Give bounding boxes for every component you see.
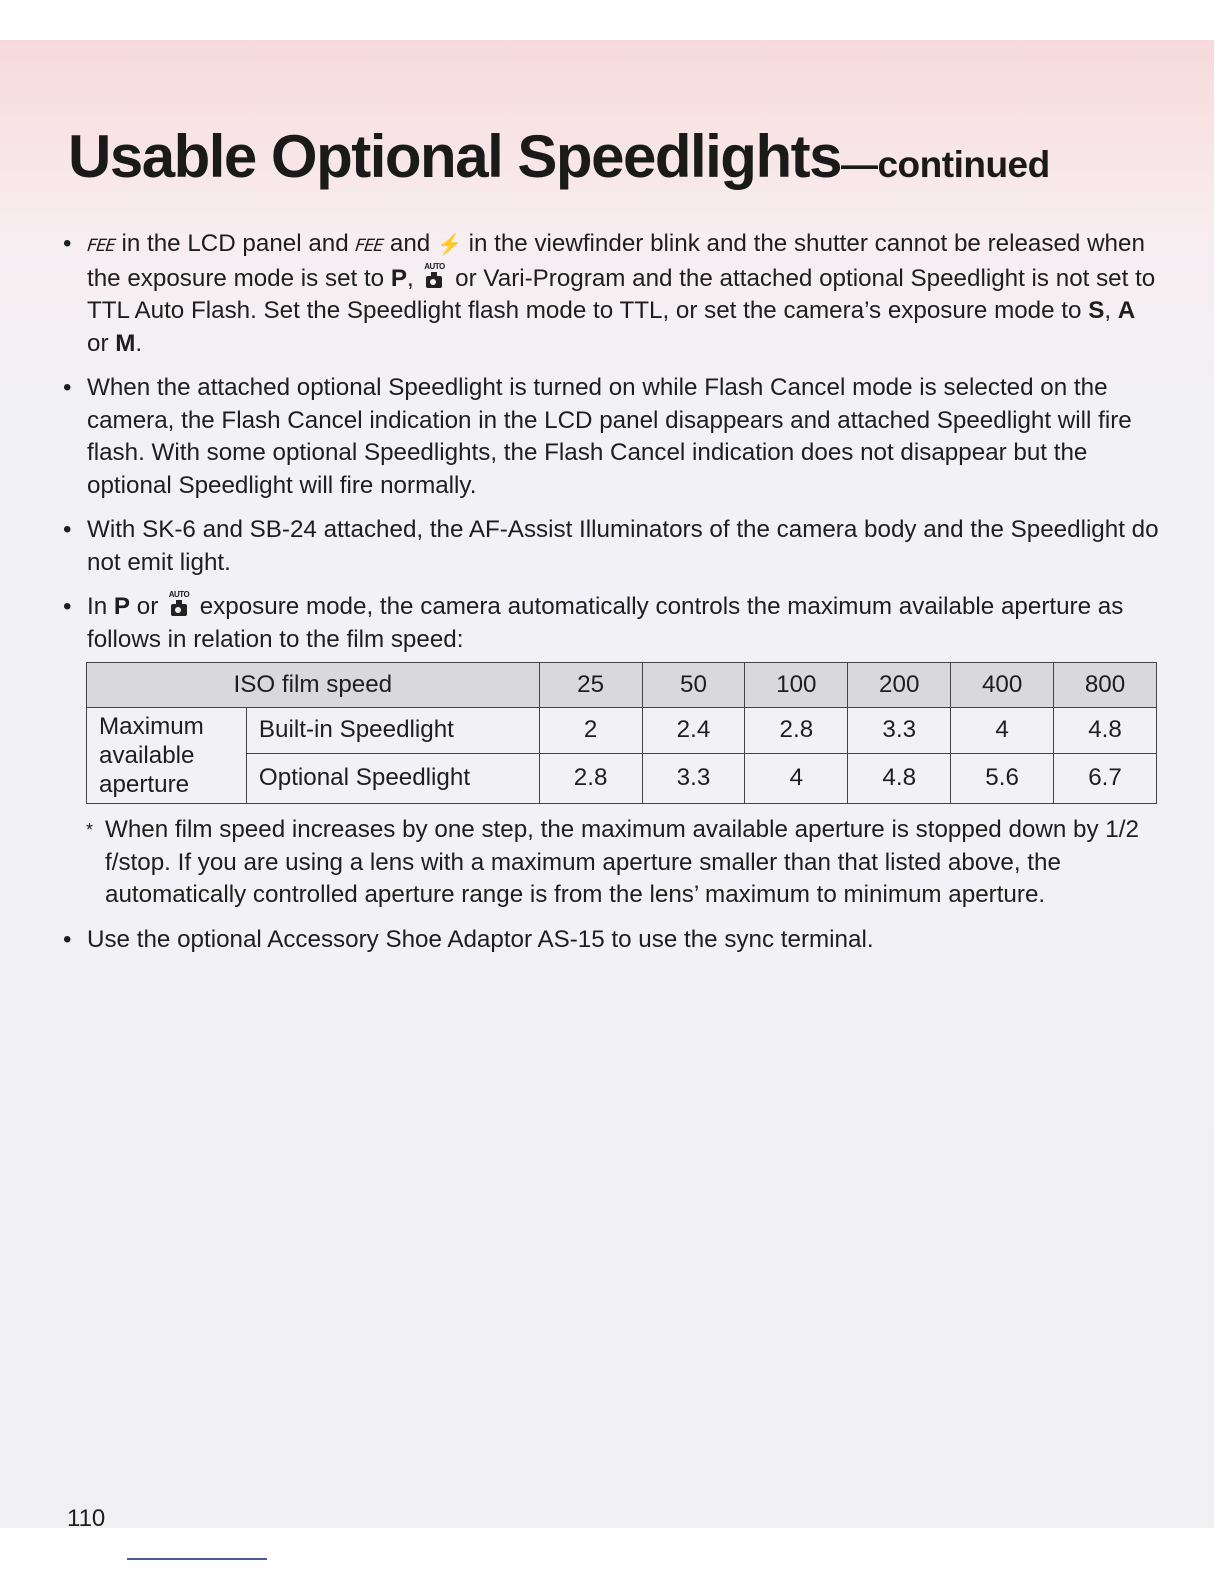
table-cell: 5.6 xyxy=(951,754,1054,804)
mode-s: S xyxy=(1088,297,1105,324)
bullet-sync-terminal xyxy=(62,924,1162,957)
bullet-text: Use the optional Accessory Shoe Adaptor AS-15 to use the sync terminal. xyxy=(87,925,874,953)
bottom-rule xyxy=(127,1558,267,1560)
auto-mode-icon xyxy=(422,263,446,289)
text-run: or Vari-Program and the attached optional Speedlight is not set to TTL Auto Flash. Set the Speedlight flash mode to TTL, or set the camera’s exposure mode to xyxy=(87,264,1156,324)
table-cell: 4 xyxy=(951,708,1054,754)
speed-header: 400 xyxy=(951,663,1054,708)
table-row xyxy=(87,708,1157,754)
bullet-fee-warning xyxy=(62,228,1162,360)
table-cell: 6.7 xyxy=(1054,754,1157,804)
flash-ready-icon: ⚡ xyxy=(436,234,462,256)
page-title xyxy=(68,122,1050,191)
body-content xyxy=(62,228,1162,968)
bullet-aperture-control xyxy=(62,591,1162,656)
row-group-label-line: Maximum xyxy=(99,713,204,740)
speed-header: 800 xyxy=(1054,663,1157,708)
table-cell: 4.8 xyxy=(1054,708,1157,754)
title-main: Usable Optional Speedlights xyxy=(68,123,841,190)
footnote xyxy=(62,814,1162,912)
camera-icon xyxy=(171,604,187,616)
table-cell: 2.8 xyxy=(745,708,848,754)
page-number: 110 xyxy=(67,1505,106,1528)
row-group-label-line: aperture xyxy=(99,771,190,798)
row-group-label xyxy=(87,708,247,804)
table-cell: 4 xyxy=(745,754,848,804)
manual-page xyxy=(0,40,1214,1528)
row-group-label-line: available xyxy=(99,742,195,769)
row-label: Optional Speedlight xyxy=(246,754,539,804)
auto-icon-label: AUTO xyxy=(168,590,190,599)
camera-icon xyxy=(426,276,442,288)
auto-icon-label: AUTO xyxy=(424,261,445,271)
speed-header: 200 xyxy=(848,663,951,708)
bullet-text: When the attached optional Speedlight is turned on while Flash Cancel mode is selected on the camera, the Flash Cancel indication in the LCD panel disappears and attached Speedlight will fire flash. With some optional Speedlights, the Flash Cancel indication does not disappear but the optional Speedlight will fire normally. xyxy=(87,374,1132,499)
bullet-dot: • xyxy=(63,374,72,401)
mode-p: P xyxy=(113,593,131,620)
bullet-dot: • xyxy=(63,593,72,620)
text-run: , xyxy=(407,264,421,292)
bullet-text: With SK-6 and SB-24 attached, the AF-Assist Illuminators of the camera body and the Speedlight do not emit light. xyxy=(87,516,1159,576)
text-run: in the LCD panel and xyxy=(114,230,356,257)
text-run: in the viewfinder blink and the shutter cannot be released when the exposure mode is set to xyxy=(87,230,1145,292)
table-header-row xyxy=(87,663,1157,708)
bullet-af-assist xyxy=(62,514,1162,579)
text-run: and xyxy=(383,230,437,257)
title-suffix: —continued xyxy=(840,144,1050,185)
text-run: or xyxy=(130,593,165,620)
bullet-dot: • xyxy=(63,516,72,543)
mode-a: A xyxy=(1117,297,1136,324)
aperture-table xyxy=(86,662,1157,804)
table-row xyxy=(87,754,1157,804)
table-cell: 4.8 xyxy=(848,754,951,804)
table-cell: 2.4 xyxy=(642,708,745,754)
lcd-fee-indicator: FEE xyxy=(85,236,116,256)
table-cell: 3.3 xyxy=(642,754,745,804)
mode-p: P xyxy=(390,264,407,292)
viewfinder-fee-indicator: FEE xyxy=(354,236,385,256)
bullet-dot: • xyxy=(63,925,72,953)
bullet-flash-cancel xyxy=(62,372,1162,502)
row-label: Built-in Speedlight xyxy=(246,708,539,754)
table-cell: 3.3 xyxy=(848,708,951,754)
bullet-dot: • xyxy=(63,230,72,257)
text-run: , xyxy=(1104,297,1118,324)
text-run: exposure mode, the camera automatically controls the maximum available aperture as follows in relation to the film speed: xyxy=(87,593,1124,653)
footnote-text: When film speed increases by one step, the maximum available aperture is stopped down by 1/2 f/stop. If you are using a lens with a maximum aperture smaller than that listed above, the automatically controlled aperture range is from the lens’ maximum to minimum aperture. xyxy=(105,816,1139,908)
speed-header: 50 xyxy=(642,663,745,708)
footnote-asterisk: * xyxy=(86,820,94,840)
iso-header: ISO film speed xyxy=(87,663,540,708)
table-cell: 2.8 xyxy=(539,754,642,804)
auto-mode-icon xyxy=(167,591,191,617)
speed-header: 100 xyxy=(745,663,848,708)
table-cell: 2 xyxy=(539,708,642,754)
mode-m: M xyxy=(115,329,136,357)
text-run: . xyxy=(135,329,143,357)
text-run: In xyxy=(87,593,114,620)
speed-header: 25 xyxy=(539,663,642,708)
text-run: or xyxy=(87,329,116,357)
